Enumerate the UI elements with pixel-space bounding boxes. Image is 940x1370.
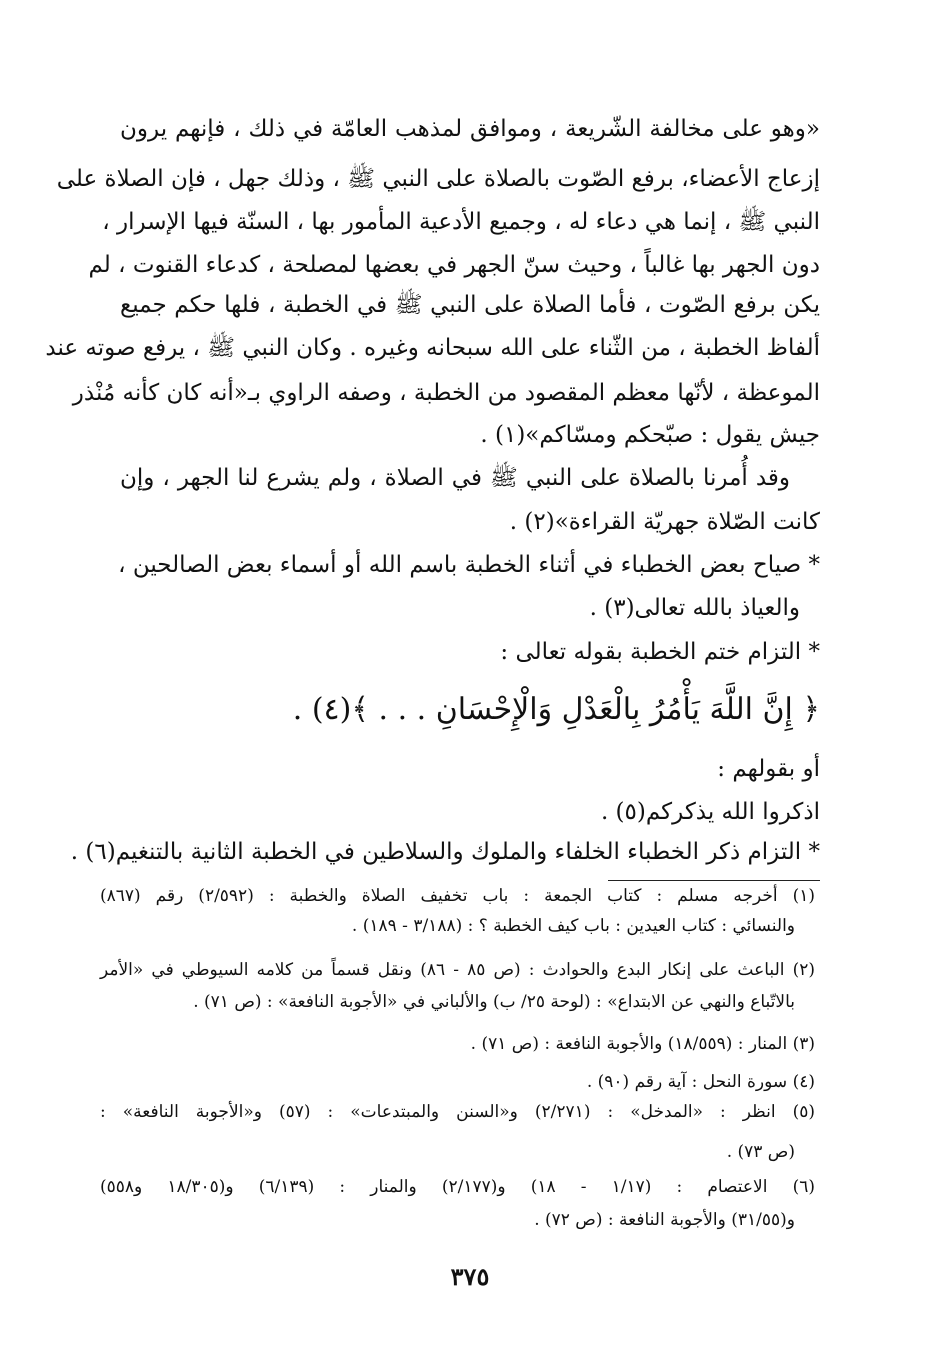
footnote-separator [608, 880, 820, 881]
footnote-6: (٦) الاعتصام : (١/١٧ - ١٨) و(٢/١٧٧) والمنار : (٦/١٣٩) و(١٨/٣٠٥ و٥٥٨) [100, 1177, 815, 1197]
footnote-5-cont: (ص ٧٣) . [726, 1142, 795, 1162]
body-line-1: «وهو على مخالفة الشّريعة ، وموافق لمذهب العامّة في ذلك ، فإنهم يرون [120, 116, 820, 142]
body-line-10: كانت الصّلاة جهريّة القراءة»(٢) . [509, 509, 820, 535]
footnote-1: (١) أخرجه مسلم : كتاب الجمعة : باب تخفيف الصلاة والخطبة : (٢/٥٩٢) رقم (٨٦٧) [100, 886, 815, 906]
body-line-2: إزعاج الأعضاء، برفع الصّوت بالصلاة على النبي ﷺ ، وذلك جهل ، فإن الصلاة على [56, 166, 820, 192]
footnote-1-cont: والنسائي : كتاب العيدين : باب كيف الخطبة ؟ : (٣/١٨٨ - ١٨٩) . [351, 916, 795, 936]
bullet-line-1: * صياح بعض الخطباء في أثناء الخطبة باسم الله أو أسماء بعض الصالحين ، [118, 552, 820, 578]
footnote-2: (٢) الباعث على إنكار البدع والحوادث : (ص ٨٥ - ٨٦) ونقل قسماً من كلامه السيوطي في «الأمر [100, 960, 815, 980]
body-line-5: يكن برفع الصّوت ، فأما الصلاة على النبي ﷺ في الخطبة ، فلها حكم جميع [120, 292, 820, 318]
body-line-dhikr: اذكروا الله يذكركم(٥) . [600, 799, 820, 825]
body-line-3: النبي ﷺ ، إنما هي دعاء له ، وجميع الأدعية المأمور بها ، السنّة فيها الإسرار ، [102, 209, 820, 235]
body-line-8: جيش يقول : صبّحكم ومسّاكم»(١) . [480, 422, 820, 448]
bullet-line-2: * التزام ختم الخطبة بقوله تعالى : [500, 639, 820, 665]
body-line-or: أو بقولهم : [717, 756, 820, 782]
bullet-line-1-cont: والعياذ بالله تعالى(٣) . [589, 595, 800, 621]
page-number: ٣٧٥ [450, 1262, 490, 1291]
body-line-6: ألفاظ الخطبة ، من الثّناء على الله سبحانه وغيره . وكان النبي ﷺ ، يرفع صوته عند [45, 335, 820, 361]
footnote-2-cont: بالاتّباع والنهي عن الابتداع» : (لوحة ٢٥/ ب) والألباني في «الأجوبة النافعة» : (ص ٧١) . [193, 992, 795, 1012]
footnote-5: (٥) انظر : «المدخل» : (٢/٢٧١) و«السنن والمبتدعات» : (٥٧) و«الأجوبة النافعة» : [100, 1102, 815, 1122]
bullet-line-3: * التزام ذكر الخطباء الخلفاء والملوك والسلاطين في الخطبة الثانية بالتنغيم(٦) . [70, 839, 820, 865]
body-line-9: وقد أُمرنا بالصلاة على النبي ﷺ في الصلاة ، ولم يشرع لنا الجهر ، وإن [120, 465, 790, 491]
body-line-4: دون الجهر بها غالباً ، وحيث سنّ الجهر في بعضها لمصلحة ، كدعاء القنوت ، لم [88, 252, 820, 278]
footnote-3: (٣) المنار : (١٨/٥٥٩) والأجوبة النافعة : (ص ٧١) . [470, 1034, 815, 1054]
footnote-6-cont: و(٣١/٥٥) والأجوبة النافعة : (ص ٧٢) . [534, 1210, 795, 1230]
quran-verse: ﴿ إِنَّ اللَّهَ يَأْمُرُ بِالْعَدْلِ وَالْإِحْسَانِ . . . ﴾(٤) . [292, 692, 820, 727]
footnote-4: (٤) سورة النحل : آية رقم (٩٠) . [586, 1072, 815, 1092]
body-line-7: الموعظة ، لأنّها معظم المقصود من الخطبة ، وصفه الراوي بـ«أنه كان كأنه مُنْذر [72, 380, 820, 406]
